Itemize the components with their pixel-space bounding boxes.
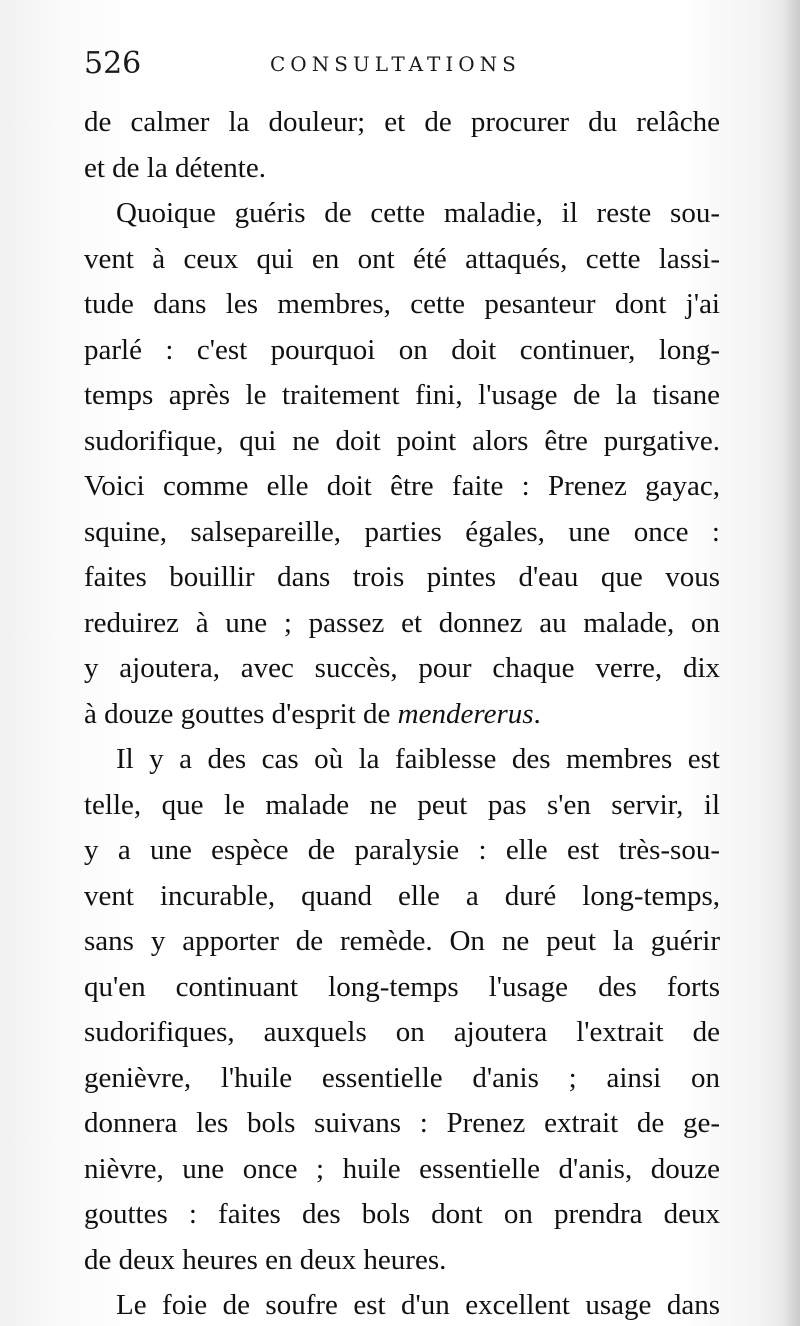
text-line: sans y apporter de remède. On ne peut la guérir [84,925,720,957]
text-line: qu'en continuant long-temps l'usage des forts [84,970,720,1003]
text-line: vent incurable, quand elle a duré long-temps, [84,879,720,912]
text-line: genièvre, l'huile essentielle d'anis ; ainsi on [84,1061,720,1094]
text-run: à douze gouttes d'esprit de [84,697,398,730]
text-line: sudorifique, qui ne doit point alors être purgative. [84,424,720,457]
text-line: et de la détente. [84,151,266,184]
text-line: faites bouillir dans trois pintes d'eau que vous [84,561,720,593]
text-line: Voici comme elle doit être faite : Prenez gayac, [84,470,720,502]
text-line [84,692,720,738]
text-line: y a une espèce de paralysie : elle est très-sou- [84,834,720,866]
text-line: de deux heures en deux heures. [84,1243,447,1276]
text-line: nièvre, une once ; huile essentielle d'anis, douze [84,1152,720,1185]
text-line: donnera les bols suivans : Prenez extrait de ge- [84,1107,720,1139]
page-number: 526 [84,46,142,81]
text-line: y ajoutera, avec succès, pour chaque verre, dix [84,652,720,684]
text-line: squine, salsepareille, parties égales, une once : [84,515,720,548]
text-line: de calmer la douleur; et de procurer du relâche [84,106,720,138]
text-run: . [533,697,541,730]
text-line: tude dans les membres, cette pesanteur dont j'ai [84,288,720,320]
text-line: Quoique guéris de cette maladie, il reste sou- [116,197,720,229]
text-line: telle, que le malade ne peut pas s'en servir, il [84,788,720,821]
text-line: reduirez à une ; passez et donnez au malade, on [84,606,720,639]
text-line: vent à ceux qui en ont été attaqués, cette lassi- [84,242,720,275]
text-line: gouttes : faites des bols dont on prendra deux [84,1198,720,1230]
text-line: temps après le traitement fini, l'usage de la tisane [84,379,720,411]
text-line: parlé : c'est pourquoi on doit continuer, long- [84,333,720,366]
text-line: Il y a des cas où la faiblesse des membres est [116,743,720,775]
text-line: Le foie de soufre est d'un excellent usage dans [116,1289,720,1321]
text-line: sudorifiques, auxquels on ajoutera l'extrait de [84,1016,720,1048]
page-header [84,44,724,84]
page-edge-shadow [782,0,800,1326]
body-text [84,100,720,1326]
running-head: CONSULTATIONS [270,52,521,76]
italic-term: mendererus [397,697,534,730]
